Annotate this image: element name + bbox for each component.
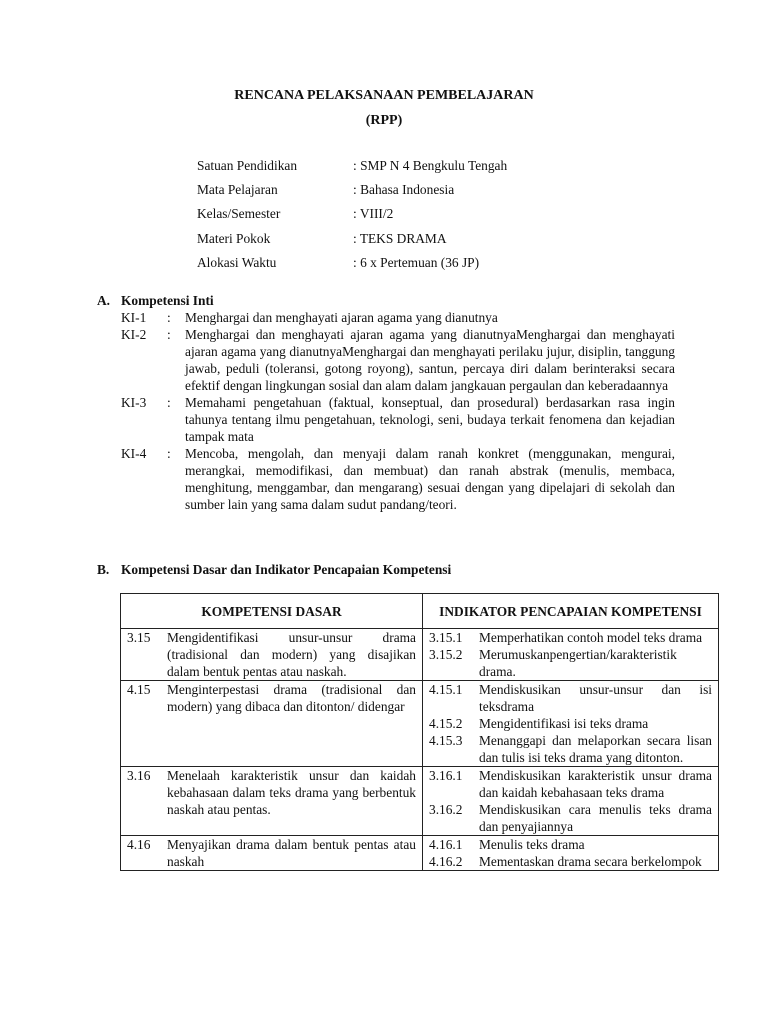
info-row-mapel [197,181,717,205]
ki-label: KI-4 [121,446,147,461]
indicator-code: 3.16.2 [429,802,463,817]
ki-colon: : [167,446,171,461]
indicator-code: 3.15.2 [429,647,463,662]
header-indikator: INDIKATOR PENCAPAIAN KOMPETENSI [423,594,719,629]
kd-code: 3.15 [127,630,151,645]
table-row [121,767,719,836]
section-b-heading [97,561,707,578]
info-label: Alokasi Waktu [197,254,277,270]
kd-text: Menginterpestasi drama (tradisional dan modern) yang dibaca dan ditonton/ didengar [167,682,416,714]
ki-text: Memahami pengetahuan (faktual, konseptual, dan prosedural) berdasarkan rasa ingin tahunya tentang ilmu pengetahuan, teknologi, seni, budaya terkait fenomena dan kejadian tampak mata [185,395,675,444]
indicator-text: Mendiskusikan karakteristik unsur drama dan kaidah kebahasaan teks drama [479,768,712,800]
info-value: : VIII/2 [353,206,394,222]
info-row-materi [197,230,717,254]
ki-item-2 [121,326,675,394]
ki-text: Menghargai dan menghayati ajaran agama yang dianutnyaMenghargai dan menghayati ajaran agama yang dianutnyaMenghargai dan menghayati perilaku jujur, disiplin, tanggung jawab, peduli (toleransi, gotong royong), santun, percaya diri dalam berinteraksi secara efektif dengan lingkungan sosial dan alam dalam jangkauan pergaulan dan keberadaannya [185,327,675,393]
section-letter: B. [97,562,110,577]
indicator-code: 4.16.2 [429,854,463,869]
ki-label: KI-3 [121,395,147,410]
info-value: : Bahasa Indonesia [353,182,455,198]
ki-item-1 [121,309,675,326]
document-subtitle: (RPP) [365,113,403,128]
table-row [121,629,719,681]
indicator-code: 3.15.1 [429,630,463,645]
info-value: : TEKS DRAMA [353,230,447,246]
document-title: RENCANA PELAKSANAAN PEMBELAJARAN [234,88,534,103]
kd-cell [121,629,423,681]
info-value: : SMP N 4 Bengkulu Tengah [353,158,508,173]
info-label: Satuan Pendidikan [197,158,298,173]
indicator-cell [423,767,719,836]
ki-list [121,309,675,513]
info-row-kelas [197,205,717,229]
indicator-text: Mementaskan drama secara berkelompok [479,854,702,869]
indicator-text: Mendiskusikan unsur-unsur dan isi teksdrama [479,682,712,714]
kd-cell [121,681,423,767]
ki-colon: : [167,395,171,410]
indicator-code: 4.15.3 [429,733,463,748]
info-row-alokasi [197,254,717,278]
ki-colon: : [167,327,171,342]
ki-label: KI-2 [121,327,147,342]
section-a-heading [97,292,707,309]
indicator-cell [423,681,719,767]
ki-label: KI-1 [121,310,147,325]
kd-text: Menyajikan drama dalam bentuk pentas atau naskah [167,837,416,869]
indicator-cell [423,836,719,871]
indicator-text: Menanggapi dan melaporkan secara lisan dan tulis isi teks drama yang ditonton. [479,733,712,765]
ki-item-3 [121,394,675,445]
section-title: Kompetensi Inti [121,293,214,308]
ki-item-4 [121,445,675,513]
indicator-code: 4.15.2 [429,716,463,731]
table-header-row [121,594,719,629]
indicator-code: 4.15.1 [429,682,463,697]
kd-cell [121,836,423,871]
table-row [121,681,719,767]
kd-code: 4.15 [127,682,151,697]
info-row-satuan [197,157,717,181]
indicator-code: 4.16.1 [429,837,463,852]
ki-text: Menghargai dan menghayati ajaran agama yang dianutnya [185,310,498,325]
kd-text: Menelaah karakteristik unsur dan kaidah kebahasaan dalam teks drama yang berbentuk naskah atau pentas. [167,768,416,817]
header-kompetensi-dasar: KOMPETENSI DASAR [121,594,423,629]
info-label: Materi Pokok [197,230,271,246]
ki-text: Mencoba, mengolah, dan menyaji dalam ranah konkret (menggunakan, mengurai, merangkai, memodifikasi, dan membuat) dan ranah abstrak (menulis, membaca, menghitung, menggambar, dan mengarang) sesuai dengan yang dipelajari di sekolah dan sumber lain yang sama dalam sudut pandang/teori. [185,446,675,512]
kd-code: 3.16 [127,768,151,783]
indicator-cell [423,629,719,681]
indicator-text: Merumuskanpengertian/karakteristik drama. [479,647,677,679]
indicator-text: Mendiskusikan cara menulis teks drama dan penyajiannya [479,802,712,834]
indicator-code: 3.16.1 [429,768,463,783]
info-value: : 6 x Pertemuan (36 JP) [353,254,480,270]
indicator-text: Memperhatikan contoh model teks drama [479,630,703,645]
kd-code: 4.16 [127,837,151,852]
section-title: Kompetensi Dasar dan Indikator Pencapaian Kompetensi [121,562,452,577]
indicator-text: Mengidentifikasi isi teks drama [479,716,649,731]
kd-cell [121,767,423,836]
indicator-text: Menulis teks drama [479,837,585,852]
section-letter: A. [97,293,111,308]
info-label: Mata Pelajaran [197,182,278,198]
kd-text: Mengidentifikasi unsur-unsur drama (tradisional dan modern) yang disajikan dalam bentuk pentas atau naskah. [167,630,416,679]
ki-colon: : [167,310,171,325]
identity-block [197,157,717,278]
competency-table [120,593,719,871]
info-label: Kelas/Semester [197,206,281,222]
table-row [121,836,719,871]
